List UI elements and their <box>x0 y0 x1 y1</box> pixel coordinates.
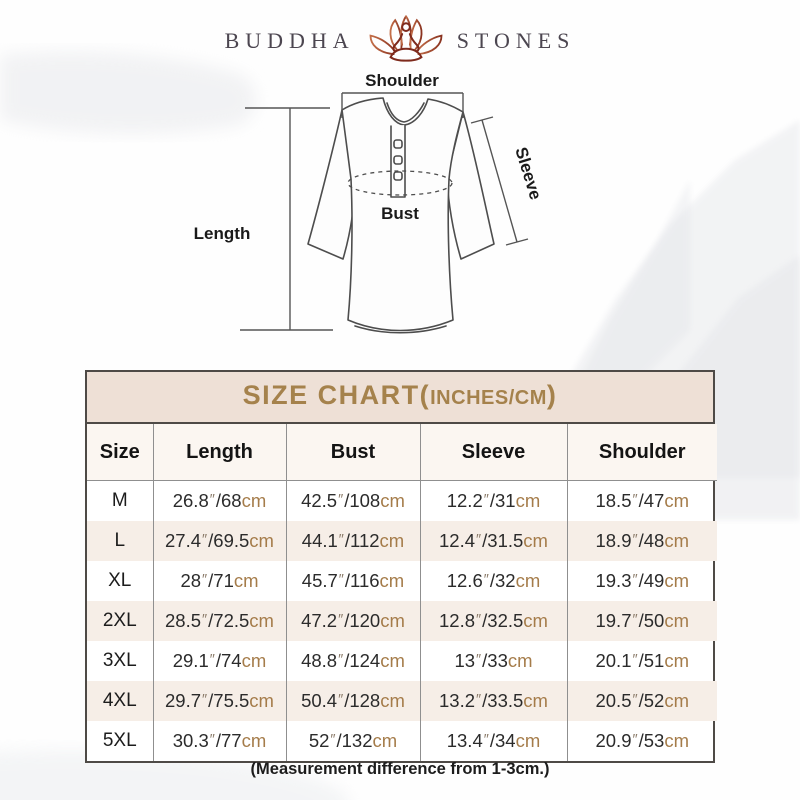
inch-mark: ″ <box>632 572 638 589</box>
inch-mark: ″ <box>202 532 208 549</box>
inches-value: 29.7 <box>165 690 202 711</box>
size-cell: 2XL <box>102 610 137 631</box>
inches-value: 12.2 <box>446 490 483 511</box>
inches-value: 28 <box>180 570 202 591</box>
cm-value: /32 <box>489 570 516 591</box>
bust-cell <box>286 521 420 561</box>
shoulder-cell <box>567 641 717 681</box>
cm-value: /77 <box>215 730 242 751</box>
sleeve-cell <box>420 641 567 681</box>
inch-mark: ″ <box>338 492 344 509</box>
size-row-4xl <box>87 681 717 721</box>
cm-value: /34 <box>489 730 516 751</box>
cm-value: /116 <box>344 570 380 591</box>
cm-unit: cm <box>507 650 533 671</box>
bust-cell <box>286 721 420 761</box>
inch-mark: ″ <box>483 732 489 749</box>
inches-value: 48.8 <box>301 650 338 671</box>
inches-value: 13.4 <box>446 730 483 751</box>
inch-mark: ″ <box>476 532 482 549</box>
cm-unit: cm <box>249 690 274 711</box>
bust-cell <box>286 681 420 721</box>
inch-mark: ″ <box>632 732 638 749</box>
cm-value: /53 <box>638 730 665 751</box>
inch-mark: ″ <box>209 732 215 749</box>
cm-value: /132 <box>336 730 373 751</box>
cm-value: /120 <box>344 610 381 631</box>
inch-mark: ″ <box>632 532 638 549</box>
inch-mark: ″ <box>338 692 344 709</box>
inch-mark: ″ <box>338 612 344 629</box>
size-cell: 4XL <box>102 690 137 711</box>
button-icon <box>394 140 402 148</box>
cm-value: /112 <box>344 530 380 551</box>
shoulder-cell <box>567 481 717 522</box>
size-cell: L <box>114 530 126 551</box>
size-cell: XL <box>108 570 132 591</box>
size-cell: M <box>111 490 128 511</box>
inch-mark: ″ <box>476 652 482 669</box>
inches-value: 12.4 <box>439 530 476 551</box>
cm-unit: cm <box>379 530 405 551</box>
cm-value: /71 <box>208 570 234 591</box>
bust-cell <box>286 561 420 601</box>
inches-value: 42.5 <box>301 490 338 511</box>
inch-mark: ″ <box>202 572 208 589</box>
cm-unit: cm <box>515 490 541 511</box>
inches-value: 20.1 <box>595 650 632 671</box>
shoulder-cell <box>567 681 717 721</box>
inch-mark: ″ <box>483 572 489 589</box>
inch-mark: ″ <box>338 652 344 669</box>
inch-mark: ″ <box>338 532 344 549</box>
column-header-shoulder: Shoulder <box>567 424 717 481</box>
inch-mark: ″ <box>209 492 215 509</box>
cm-unit: cm <box>664 690 689 711</box>
cm-unit: cm <box>380 490 405 511</box>
title-main: SIZE CHART( <box>242 380 431 410</box>
size-table <box>87 424 717 761</box>
inches-value: 18.9 <box>595 530 632 551</box>
cm-value: /52 <box>638 690 665 711</box>
bust-cell <box>286 641 420 681</box>
inches-value: 44.1 <box>301 530 338 551</box>
inch-mark: ″ <box>483 492 489 509</box>
inch-mark: ″ <box>209 652 215 669</box>
length-cell <box>153 601 286 641</box>
size-row-l <box>87 521 717 561</box>
cm-value: /124 <box>344 650 381 671</box>
inch-mark: ″ <box>476 612 482 629</box>
shoulder-label: Shoulder <box>365 71 439 90</box>
cm-unit: cm <box>241 490 267 511</box>
size-row-xl <box>87 561 717 601</box>
size-table-body <box>87 481 717 762</box>
cm-unit: cm <box>379 570 405 591</box>
cm-unit: cm <box>523 610 548 631</box>
shoulder-cell <box>567 561 717 601</box>
button-icon <box>394 172 402 180</box>
size-chart-panel <box>85 370 715 763</box>
column-header-length: Length <box>153 424 286 481</box>
cm-value: /50 <box>638 610 665 631</box>
cm-unit: cm <box>380 690 405 711</box>
bust-cell <box>286 601 420 641</box>
inch-mark: ″ <box>202 612 208 629</box>
column-header-size: Size <box>87 424 153 481</box>
inches-value: 18.5 <box>595 490 632 511</box>
cm-unit: cm <box>241 650 267 671</box>
inches-value: 26.8 <box>172 490 209 511</box>
inches-value: 20.9 <box>595 730 632 751</box>
title-close: ) <box>546 380 558 410</box>
cm-value: /75.5 <box>208 690 250 711</box>
brand-logo <box>0 14 800 68</box>
size-cell: 3XL <box>102 650 137 671</box>
cm-unit: cm <box>523 690 548 711</box>
cm-unit: cm <box>664 490 689 511</box>
length-label: Length <box>193 224 251 243</box>
bust-cell <box>286 481 420 522</box>
cm-value: /68 <box>215 490 242 511</box>
shoulder-cell <box>567 521 717 561</box>
brand-name-left: BUDDHA <box>224 28 355 53</box>
inches-value: 47.2 <box>301 610 338 631</box>
cm-value: /33.5 <box>482 690 524 711</box>
inches-value: 12.8 <box>439 610 476 631</box>
cm-unit: cm <box>380 650 405 671</box>
cm-value: /47 <box>638 490 665 511</box>
inches-value: 30.3 <box>172 730 209 751</box>
cm-unit: cm <box>249 610 274 631</box>
inches-value: 52 <box>308 730 330 751</box>
sleeve-cell <box>420 561 567 601</box>
cm-unit: cm <box>664 650 689 671</box>
length-cell <box>153 521 286 561</box>
cm-unit: cm <box>664 610 689 631</box>
sleeve-label: Sleeve <box>511 144 546 202</box>
inches-value: 50.4 <box>301 690 338 711</box>
size-chart-title <box>87 372 713 424</box>
cm-value: /69.5 <box>208 530 250 551</box>
length-cell <box>153 641 286 681</box>
garment-measurement-diagram <box>185 62 580 362</box>
shoulder-cell <box>567 601 717 641</box>
cm-unit: cm <box>664 570 689 591</box>
bust-label: Bust <box>381 204 419 223</box>
cm-unit: cm <box>372 730 398 751</box>
column-header-bust: Bust <box>286 424 420 481</box>
length-cell <box>153 721 286 761</box>
inch-mark: ″ <box>202 692 208 709</box>
cm-value: /48 <box>638 530 665 551</box>
inch-mark: ″ <box>338 572 344 589</box>
brand-name-right: STONES <box>456 28 576 53</box>
inches-value: 29.1 <box>172 650 209 671</box>
inches-value: 45.7 <box>301 570 338 591</box>
cm-value: /31 <box>489 490 516 511</box>
cm-unit: cm <box>515 730 541 751</box>
lotus-meditation-icon <box>367 14 445 68</box>
cm-value: /31.5 <box>482 530 524 551</box>
cm-value: /32.5 <box>482 610 524 631</box>
cm-unit: cm <box>380 610 405 631</box>
header-row <box>87 424 717 481</box>
shoulder-cell <box>567 721 717 761</box>
inch-mark: ″ <box>632 492 638 509</box>
sleeve-cell <box>420 721 567 761</box>
size-cell: 5XL <box>102 730 137 751</box>
inches-value: 13.2 <box>439 690 476 711</box>
sleeve-cell <box>420 481 567 522</box>
cm-unit: cm <box>233 570 259 591</box>
size-row-5xl <box>87 721 717 761</box>
cm-value: /108 <box>344 490 381 511</box>
cm-unit: cm <box>241 730 267 751</box>
cm-value: /49 <box>638 570 665 591</box>
inches-value: 13 <box>454 650 476 671</box>
sleeve-cell <box>420 601 567 641</box>
sleeve-cell <box>420 681 567 721</box>
measurement-note: (Measurement difference from 1-3cm.) <box>250 760 550 778</box>
cm-value: /128 <box>344 690 381 711</box>
button-icon <box>394 156 402 164</box>
column-header-sleeve: Sleeve <box>420 424 567 481</box>
inches-value: 27.4 <box>165 530 202 551</box>
length-cell <box>153 681 286 721</box>
size-row-m <box>87 481 717 522</box>
cm-unit: cm <box>515 570 541 591</box>
inch-mark: ″ <box>632 652 638 669</box>
title-unit: INCHES/CM <box>430 387 547 409</box>
cm-value: /72.5 <box>208 610 250 631</box>
length-cell <box>153 561 286 601</box>
cm-value: /51 <box>638 650 665 671</box>
cm-unit: cm <box>523 530 548 551</box>
inches-value: 28.5 <box>165 610 202 631</box>
inch-mark: ″ <box>476 692 482 709</box>
inch-mark: ″ <box>632 612 638 629</box>
sleeve-cell <box>420 521 567 561</box>
inches-value: 12.6 <box>446 570 483 591</box>
cm-value: /74 <box>215 650 242 671</box>
inch-mark: ″ <box>330 732 336 749</box>
inches-value: 19.3 <box>595 570 632 591</box>
cm-unit: cm <box>249 530 274 551</box>
size-row-3xl <box>87 641 717 681</box>
cm-value: /33 <box>482 650 508 671</box>
cm-unit: cm <box>664 530 689 551</box>
inch-mark: ″ <box>632 692 638 709</box>
size-row-2xl <box>87 601 717 641</box>
inches-value: 19.7 <box>595 610 632 631</box>
cm-unit: cm <box>664 730 689 751</box>
length-cell <box>153 481 286 522</box>
inches-value: 20.5 <box>595 690 632 711</box>
